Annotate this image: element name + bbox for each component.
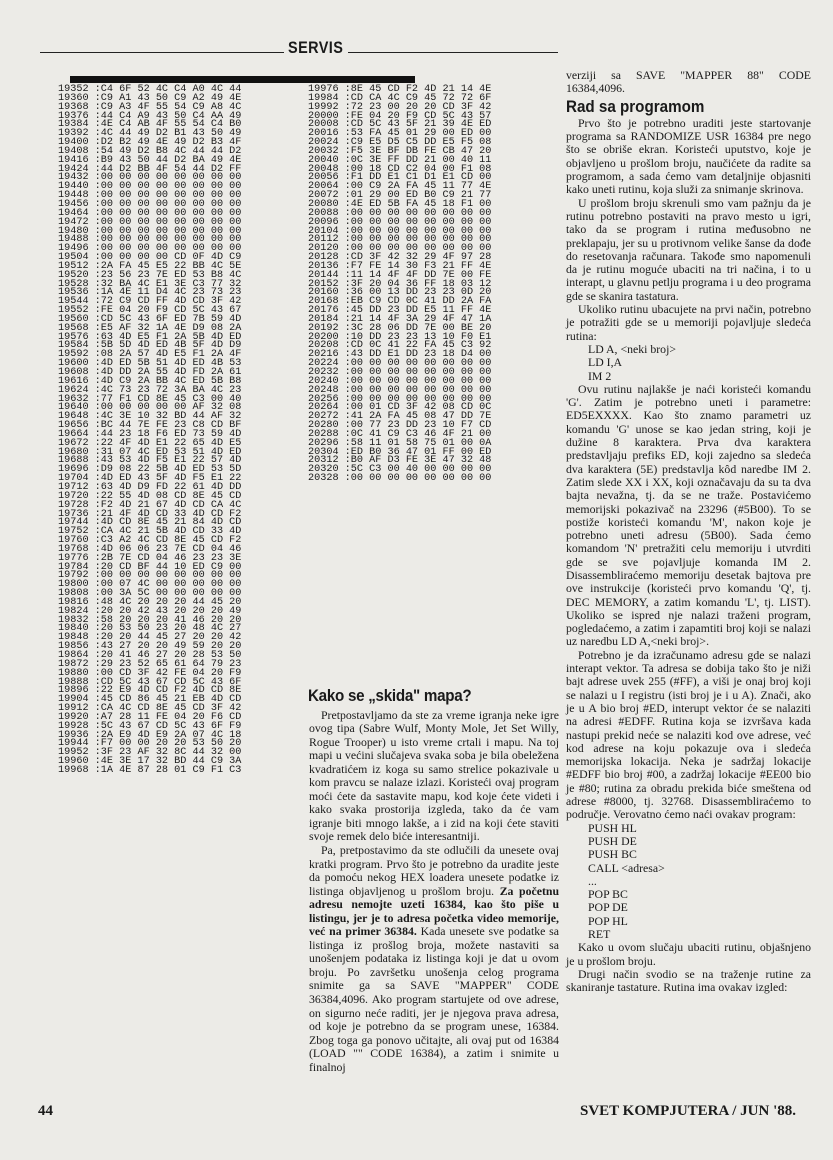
hex-line: 19624 :4C 73 23 72 3A BA 4C 23 (58, 384, 242, 396)
code-block (566, 343, 811, 383)
code-line: PUSH BC (588, 847, 637, 862)
hex-line: 20232 :00 00 00 00 00 00 00 00 (308, 367, 492, 378)
hex-line: 19656 :BC 44 7E FE 23 C8 CD BF (58, 420, 242, 432)
hex-line: 19368 :C9 A3 4F 55 54 C9 A8 4C (58, 101, 242, 113)
hex-line: 19944 :F7 00 00 20 20 53 50 20 (58, 738, 242, 750)
code-line: POP BC (588, 887, 628, 902)
hex-line: 20112 :00 00 00 00 00 00 00 00 (308, 234, 492, 246)
code-block (566, 822, 811, 942)
hex-line: 19752 :CA 4C 21 5B 4D CD 33 4D (58, 526, 242, 538)
hex-line: 19424 :44 D2 BB 4F 54 44 D2 FF (58, 163, 242, 175)
hex-line: 19536 :1A 4E 11 D4 4C 23 73 23 (58, 287, 242, 299)
hex-line: 19568 :E5 AF 32 1A 4E D9 08 2A (58, 322, 242, 334)
hex-line: 20104 :00 00 00 00 00 00 00 00 (308, 225, 492, 237)
hex-line: 20088 :00 00 00 00 00 00 00 00 (308, 207, 492, 219)
hex-line: 20152 :3F 20 04 36 FF 18 03 12 (308, 278, 492, 290)
middle-article (308, 687, 559, 1074)
hex-line: 20240 :00 00 00 00 00 00 00 00 (308, 375, 492, 387)
hex-line: 19936 :2A E9 4D E9 2A 07 4C 18 (58, 729, 242, 741)
hex-line: 20136 :F7 FE 14 30 F3 21 FF 4E (308, 260, 492, 272)
magazine-name: SVET KOMPJUTERA / JUN '88. (580, 1103, 796, 1119)
paragraph: Ukoliko rutinu ubacujete na prvi način, potrebno je potražiti gde se u memoriji pojavljuje sledeća rutina: (566, 302, 811, 343)
hex-line: 19744 :4D CD 8E 45 21 84 4D CD (58, 517, 242, 529)
hex-line: 19920 :A7 28 11 FE 04 20 F6 CD (58, 711, 242, 723)
hex-line: 19488 :00 00 00 00 00 00 00 00 (58, 234, 242, 246)
hex-line: 19880 :00 CD 3F 42 FE 04 20 F9 (58, 667, 242, 679)
hex-line: 20144 :11 14 4F 4F DD 7E 00 FE (308, 269, 492, 281)
code-line: POP HL (588, 913, 628, 928)
hex-line: 19376 :44 C4 A9 43 50 C4 AA 49 (58, 110, 242, 122)
hex-line: 19904 :45 CD 86 45 21 EB 4D CD (58, 694, 242, 706)
paragraph: Drugi način svodio se na traženje rutine za skaniranje tastature. Rutina ima ovakav izgled: (566, 966, 811, 995)
hex-line: 19440 :00 00 00 00 00 00 00 00 (58, 181, 242, 193)
hex-line: 20320 :5C C3 00 40 00 00 00 00 (308, 464, 492, 476)
hex-line: 20264 :00 01 CD 3F 42 08 CD 0C (308, 402, 492, 414)
hex-line: 20080 :4E ED 5B FA 45 18 F1 00 (308, 198, 492, 210)
hex-line: 20208 :CD 0C 41 22 FA 45 C3 92 (308, 340, 492, 352)
text: Pa, pretpostavimo da ste odlučili da unesete ovaj kratki program. Prvo što je potrebno da uradite jeste da pomoću nekog HEX loadera unesete podatke iz listinga objavljenog u prošlom broju. (309, 843, 559, 898)
hex-line: 20328 :00 00 00 00 00 00 00 00 (308, 473, 492, 485)
hex-line: 19448 :00 00 00 00 00 00 00 00 (58, 190, 242, 202)
hex-line: 19584 :5B 5D 4D ED 4B 5F 4D D9 (58, 340, 242, 352)
hex-line: 19528 :32 BA 4C E1 3E C3 77 32 (58, 278, 242, 290)
hex-line: 19896 :22 E9 4D CD F2 4D CD 8E (58, 685, 242, 697)
hex-line: 19416 :B9 43 50 44 D2 BA 49 4E (58, 154, 242, 166)
code-line: RET (588, 927, 611, 941)
hex-line: 20176 :45 DD 23 DD E5 11 FF 4E (308, 305, 492, 317)
hex-line: 19992 :72 23 00 20 20 CD 3F 42 (308, 101, 492, 113)
hex-line: 20160 :36 00 13 DD 23 23 0D 20 (308, 287, 492, 299)
hex-line: 19464 :00 00 00 00 00 00 00 00 (58, 207, 242, 219)
paragraph: Pretpostavljamo da ste za vreme igranja neke igre ovog tipa (Sabre Wulf, Monty Mole, Jet Set Willy, Rogue Trooper) u isto vreme crtali i mapu. Na toj mapi u većini slučajeva svaka soba je bila obeležena kvadratićem iz koga su samo strelice pokazivale u kom pravcu se nalaze izlazi. Koristeći ovaj program moći ćete da sastavite mapu, kod koje ćete videti i kako svaka prostorija izgleda, tako da će vam igranje biti mnogo lakše, a i zid na koji ćete staviti svoje remek delo biće interesantniji. (309, 707, 559, 844)
article-heading: Kako se „skida" mapa? (308, 687, 472, 705)
hex-line: 20272 :41 2A FA 45 08 47 DD 7E (308, 411, 492, 423)
hex-line: 19664 :44 23 18 F6 ED 73 59 4D (58, 428, 242, 440)
bold-text: Za početnu adresu nemojte uzeti 16384, kao što piše u listingu, jer je to adresa početka video memorije, već na primer 36384. (309, 883, 559, 939)
hex-line: 19760 :C3 A2 4C CD 8E 45 CD F2 (58, 535, 242, 547)
hex-line: 19952 :3F 23 AF 32 8C 44 32 00 (58, 747, 242, 759)
hex-line: 19640 :00 00 00 00 00 AF 32 08 (58, 402, 242, 414)
hex-line: 19800 :00 07 4C 00 00 00 00 00 (58, 579, 242, 591)
hex-line: 19512 :2A FA 45 E5 22 BB 4C 5E (58, 260, 242, 272)
hex-line: 20040 :0C 3E FF DD 21 00 40 11 (308, 154, 492, 166)
hex-column-right (308, 86, 491, 484)
code-line: PUSH HL (588, 820, 637, 835)
hex-line: 19544 :72 C9 CD FF 4D CD 3F 42 (58, 296, 242, 308)
hex-line: 19480 :00 00 00 00 00 00 00 00 (58, 225, 242, 237)
hex-line: 20168 :EB C9 CD 0C 41 DD 2A FA (308, 296, 492, 308)
hex-line: 19784 :20 CD BF 44 10 ED C9 00 (58, 561, 242, 573)
magazine-footer (580, 1103, 796, 1120)
hex-line: 19968 :1A 4E 87 28 01 C9 F1 C3 (58, 764, 242, 776)
hex-line: 19888 :CD 5C 43 67 CD 5C 43 6F (58, 676, 242, 688)
hex-line: 20296 :58 11 01 58 75 01 00 0A (308, 437, 492, 449)
hex-line: 20064 :00 C9 2A FA 45 11 77 4E (308, 181, 492, 193)
hex-line: 19576 :63 4D E5 F1 2A 5B 4D ED (58, 331, 242, 343)
hex-line: 20200 :10 DD 23 23 13 10 F0 E1 (308, 331, 492, 343)
hex-line: 19456 :00 00 00 00 00 00 00 00 (58, 198, 242, 210)
article-heading: Rad sa programom (566, 97, 705, 116)
top-rule (40, 52, 284, 53)
hex-line: 19736 :21 4F 4D CD 33 4D CD F2 (58, 508, 242, 520)
hex-column-left (58, 86, 241, 776)
hex-line: 19976 :8E 45 CD F2 4D 21 14 4E (308, 84, 492, 95)
hex-line: 20224 :00 00 00 00 00 00 00 00 (308, 358, 492, 370)
hex-line: 20016 :53 FA 45 01 29 00 ED 00 (308, 128, 492, 140)
hex-line: 19984 :CD CA 4C C9 45 72 72 6F (308, 92, 492, 104)
hex-line: 19632 :77 F1 CD 8E 45 C3 00 40 (58, 393, 242, 405)
code-line: IM 2 (588, 368, 612, 383)
hex-line: 19616 :4D C9 2A BB 4C ED 5B B8 (58, 375, 242, 387)
code-line: POP DE (588, 900, 628, 915)
hex-line: 19496 :00 00 00 00 00 00 00 00 (58, 243, 242, 255)
hex-line: 20128 :CD 3F 42 32 29 4F 97 28 (308, 252, 492, 264)
code-line: PUSH DE (588, 833, 637, 848)
hex-line: 19712 :63 4D D9 FD 22 61 4D DD (58, 481, 242, 493)
hex-line: 20000 :FE 04 20 F9 CD 5C 43 57 (308, 110, 492, 122)
hex-line: 19520 :23 56 23 7E ED 53 B8 4C (58, 269, 242, 281)
paragraph (309, 844, 559, 1074)
code-line: LD I,A (588, 355, 623, 370)
hex-line: 19560 :CD 5C 43 6F ED 7B 59 4D (58, 313, 242, 325)
top-rule-right (348, 52, 558, 53)
hex-line: 19392 :4C 44 49 D2 B1 43 50 49 (58, 128, 242, 140)
hex-line: 20072 :01 29 00 ED B0 C9 21 77 (308, 190, 492, 202)
hex-line: 19600 :4D ED 5B 51 4D ED 4B 53 (58, 358, 242, 370)
paragraph: U prošlom broju skrenuli smo vam pažnju da je rutinu potrebno postaviti na pravo mesto u igri, tako da se program i rutina međusobno ne preklapaju, jer su u protivnom velike šanse da dođe do resetovanja računara. Takođe smo napomenuli da je rutinu moguće ubaciti na tri načina, i to u interapt, u glavnu petlju programa i u deo programa gde se skanira tastatura. (566, 195, 811, 303)
hex-line: 19608 :4D DD 2A 55 4D FD 2A 61 (58, 367, 242, 378)
hex-line: 19352 :C4 6F 52 4C C4 A0 4C 44 (58, 84, 242, 95)
hex-line: 20280 :00 77 23 DD 23 10 F7 CD (308, 420, 492, 432)
hex-line: 19688 :43 53 4D F5 E1 22 57 4D (58, 455, 242, 467)
code-line: LD A, <neki broj> (588, 341, 677, 356)
hex-line: 19776 :2B 7E CD 04 46 23 23 3E (58, 552, 242, 564)
text: Kada unesete sve podatke sa listinga iz prošlog broja, možete nastaviti sa unošenjem podataka iz listinga koji je dat u ovom broju. Po završetku unošenja celog programa snimite ga sa SAVE "MAPPER" CODE 36384,4096. Ako program startujete od ove adrese, on sigurno neće raditi, jer je njegova prava adresa, od koje je potrebno da se program unese, 16384. Zbog toga ga ponovo učitajte, ali ovaj put od 16384 (LOAD "" CODE 16384), a zatim i snimite u finalnoj (309, 924, 559, 1074)
hex-line: 19960 :4E 3E 17 32 BD 44 C9 3A (58, 756, 242, 768)
hex-line: 19808 :00 3A 5C 00 00 00 00 00 (58, 588, 242, 600)
hex-line: 20304 :ED B0 36 47 01 FF 00 ED (308, 446, 492, 458)
hex-line: 20312 :B0 AF D3 FE 3E 47 32 48 (308, 455, 492, 467)
paragraph: verziji sa SAVE "MAPPER 88" CODE 16384,4096. (566, 68, 811, 96)
hex-line: 20288 :0C 41 C9 C3 46 4F 21 00 (308, 428, 492, 440)
hex-line: 20032 :F5 3E BF DB FE CB 47 20 (308, 145, 492, 157)
listing-bar (70, 76, 415, 83)
hex-line: 20184 :21 14 4F 3A 29 4F 47 1A (308, 313, 492, 325)
hex-line: 19704 :4D ED 43 5F 4D F5 E1 22 (58, 473, 242, 485)
paragraph: Kako u ovom slučaju ubaciti rutinu, objašnjeno je u prošlom broju. (566, 940, 811, 968)
hex-line: 19672 :22 4F 4D E1 22 65 4D E5 (58, 437, 242, 449)
hex-line: 20192 :3C 28 06 DD 7E 00 BE 20 (308, 322, 492, 334)
paragraph: Potrebno je da izračunamo adresu gde se nalazi interapt vektor. Ta adresa se dobija tako što je niži bajt adrese uvek 255 (#FF), a viši je onaj broj koji se nalazi u I registru (isti broj je i u A). Znači, ako je u A bio broj #ED, interupt vektor će se nalaziti na adresi #EDFF. Rutina koja se izvršava kada nastupi prekid neće se nalaziti kod ove adrese, već kod adrese na koju pokazuje ova i sledeća memorijska lokacija. Neka je sadržaj lokacije #EDFF bio broj #00, a zadržaj lokacije #EE00 bio je #80; rutina za obradu prekida biće smeštena od adrese #8000, tj. 32768. Disassembliraćemo to područje. Verovatno ćemo naći ovakav program: (566, 647, 811, 822)
hex-line: 19816 :48 4C 20 20 20 44 45 20 (58, 596, 242, 608)
hex-line: 19408 :54 49 D2 B8 4C 44 44 D2 (58, 145, 242, 157)
hex-line: 20056 :F1 DD E1 C1 D1 E1 CD 00 (308, 172, 492, 184)
hex-line: 19360 :C9 A1 43 50 C9 A2 49 4E (58, 92, 242, 104)
hex-line: 20008 :CD 5C 43 5F 21 39 4E ED (308, 119, 492, 131)
code-line: CALL <adresa> (588, 860, 665, 875)
hex-line: 19912 :CA 4C CD 8E 45 CD 3F 42 (58, 703, 242, 715)
page-number: 44 (38, 1103, 53, 1119)
code-line: ... (588, 873, 597, 888)
hex-line: 19472 :00 00 00 00 00 00 00 00 (58, 216, 242, 228)
hex-line: 19648 :4C 3E 10 32 BD 44 AF 32 (58, 411, 242, 423)
hex-line: 19872 :29 23 52 65 61 64 79 23 (58, 658, 242, 670)
hex-line: 19856 :43 27 20 20 49 59 20 20 (58, 641, 242, 653)
hex-line: 19400 :D2 B2 49 4E 49 D2 B3 4F (58, 137, 242, 149)
hex-line: 20256 :00 00 00 00 00 00 00 00 (308, 393, 492, 405)
hex-line: 19696 :D9 08 22 5B 4D ED 53 5D (58, 464, 242, 476)
hex-line: 19840 :20 53 50 23 20 48 4C 27 (58, 623, 242, 635)
hex-line: 19864 :20 41 46 27 20 28 53 50 (58, 650, 242, 661)
hex-line: 20024 :C9 E5 D5 C5 DD E5 F5 08 (308, 137, 492, 149)
hex-line: 19728 :F2 4D 21 67 4D CD CA 4C (58, 499, 242, 511)
hex-line: 19384 :4E C4 AB 4F 55 54 C4 B0 (58, 119, 242, 131)
hex-line: 20216 :43 DD E1 DD 23 18 D4 00 (308, 349, 492, 361)
paragraph: Prvo što je potrebno uraditi jeste startovanje programa sa RANDOMIZE USR 16384 pre nego što se obriše ekran. Koristeći uputstvo, koje je objavljeno u prošlom broju, naučićete da radite sa programom, a sada ćemo vam detaljnije objasniti kako uneti rutinu, koja služi za snimanje skrinova. (566, 115, 811, 197)
hex-line: 19848 :20 20 44 45 27 20 20 42 (58, 632, 242, 644)
hex-line: 19792 :00 00 00 00 00 00 00 00 (58, 570, 242, 582)
hex-line: 19432 :00 00 00 00 00 00 00 00 (58, 172, 242, 184)
hex-line: 19832 :58 20 20 20 41 46 20 20 (58, 614, 242, 626)
right-article (566, 69, 811, 994)
hex-line: 19680 :31 07 4C ED 53 51 4D ED (58, 446, 242, 458)
hex-line: 19720 :22 55 4D 08 CD 8E 45 CD (58, 490, 242, 502)
hex-line: 19768 :4D 06 06 23 7E CD 04 46 (58, 543, 242, 555)
hex-line: 20048 :00 18 CD C2 04 00 F1 08 (308, 163, 492, 175)
hex-line: 19928 :5C 43 67 CD 5C 43 6F F9 (58, 720, 242, 732)
hex-line: 19824 :20 20 42 43 20 20 20 49 (58, 605, 242, 617)
hex-line: 20120 :00 00 00 00 00 00 00 00 (308, 243, 492, 255)
hex-line: 20248 :00 00 00 00 00 00 00 00 (308, 384, 492, 396)
hex-line: 19504 :00 00 00 00 CD 0F 4D C9 (58, 252, 242, 264)
section-title: SERVIS (288, 38, 344, 57)
hex-line: 19592 :08 2A 57 4D E5 F1 2A 4F (58, 349, 242, 361)
hex-line: 20096 :00 00 00 00 00 00 00 00 (308, 216, 492, 228)
paragraph: Ovu rutinu najlakše je naći koristeći komandu 'G'. Zatim je potrebno uneti i parametre: ED5EXXXX. Kao što znamo parametri uz komandu 'G' unose se kao jedan string, koji je dužine 8 karaktera. Prva dva karaktera predstavljaju prefiks ED, koji zajedno sa sledeća dva karaktera (5E) predstavlja kôd naredbe IM 2. Zatim slede XX i XX, koji označavaju da su ta dva bajta nevažna, tj. da se ne traže. Postavićemo memorijski pokazivač na 23296 (#5B00). To se postiže koristeći komandu 'M', nakon koje je potrebno uneti adresu (5B00). Sada ćemo komandom 'N' pretražiti celu memoriju i utvrditi gde se sve pojavljuje komanda IM 2. Disassembliraćemo memoriju desetak bajtova pre ove instrukcije (koristeći prvo komandu 'Q', tj. DEC MEMORY, a zatim komandu 'L', tj. LIST). Ukoliko se ispred nje nalazi traženi program, pogledaćemo, a zatim i zapamtiti broj koji se nalazi uz naredbu LD A,<neki broj>. (566, 381, 811, 649)
hex-line: 19552 :FE 04 20 F9 CD 5C 43 67 (58, 305, 242, 317)
